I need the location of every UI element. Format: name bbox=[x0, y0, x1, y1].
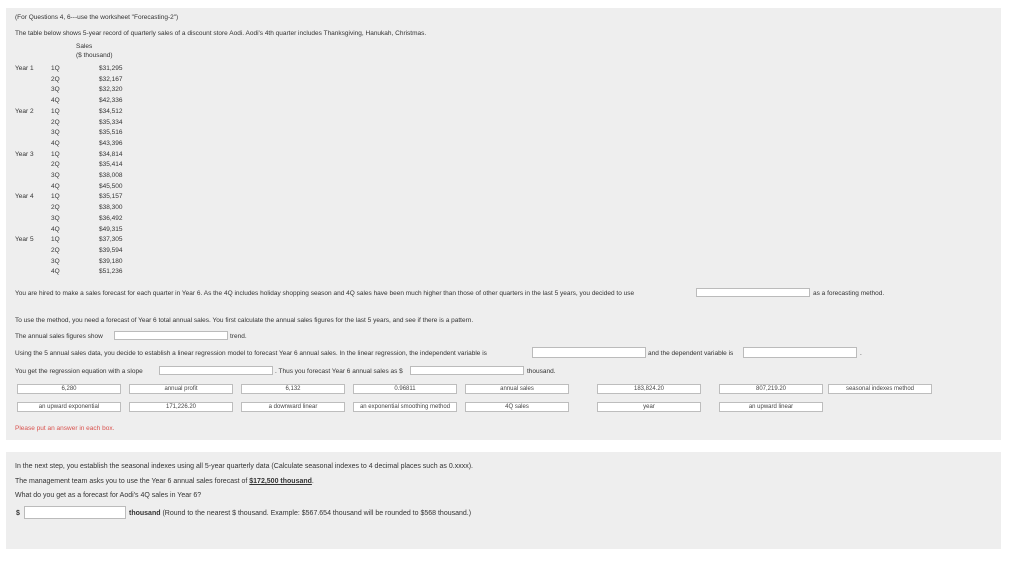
currency-symbol: $ bbox=[16, 510, 20, 517]
table-sales-value: $36,492 bbox=[99, 214, 123, 222]
table-sales-value: $32,167 bbox=[99, 75, 123, 83]
table-quarter-label: 3Q bbox=[51, 86, 60, 94]
q2-variables-prompt: Using the 5 annual sales data, you decide to establish a linear regression model to forecast Year 6 annual sales. In the linear regression, the independent variable is bbox=[15, 350, 487, 357]
table-sales-value: $38,300 bbox=[99, 204, 123, 212]
part2-question: What do you get as a forecast for Aodi's 4Q sales in Year 6? bbox=[15, 492, 202, 499]
part2-management-text: The management team asks you to use the Year 6 annual sales forecast of $172,500 thousand. bbox=[15, 478, 314, 485]
q2-intro: To use the method, you need a forecast of Year 6 total annual sales. You first calculate the annual sales figures for the last 5 years, and see if there is a pattern. bbox=[15, 317, 474, 324]
sales-table bbox=[15, 43, 155, 276]
table-sales-value: $49,315 bbox=[99, 225, 123, 233]
table-year-label: Year 2 bbox=[15, 107, 34, 115]
choice-4q-sales[interactable]: 4Q sales bbox=[465, 402, 569, 412]
table-quarter-label: 3Q bbox=[51, 129, 60, 137]
question-panel bbox=[6, 8, 1001, 440]
dependent-variable-dropzone[interactable] bbox=[743, 347, 857, 358]
q2-trend-prompt: The annual sales figures show bbox=[15, 333, 103, 340]
table-sales-value: $38,008 bbox=[99, 172, 123, 179]
table-sales-value: $34,512 bbox=[99, 107, 123, 115]
annual-forecast-dropzone[interactable] bbox=[410, 366, 524, 375]
choice-807219[interactable]: 807,219.20 bbox=[719, 384, 823, 394]
table-sales-value: $37,305 bbox=[99, 236, 123, 244]
table-description: The table below shows 5-year record of quarterly sales of a discount store Aodi. Aodi's 4th quarter includes Thanksgiving, Hanukah, Christmas. bbox=[15, 30, 427, 37]
table-quarter-label: 4Q bbox=[51, 225, 60, 233]
choice-annual-profit[interactable]: annual profit bbox=[129, 384, 233, 394]
table-quarter-label: 4Q bbox=[51, 139, 60, 147]
q2-dependent-label: and the dependent variable is bbox=[648, 350, 734, 357]
q2-forecast-prompt: . Thus you forecast Year 6 annual sales as $ bbox=[275, 368, 403, 375]
table-quarter-label: 2Q bbox=[51, 204, 60, 212]
independent-variable-dropzone[interactable] bbox=[532, 347, 646, 358]
table-sales-value: $35,334 bbox=[99, 118, 123, 126]
table-year-label: Year 5 bbox=[15, 236, 34, 244]
table-quarter-label: 1Q bbox=[51, 107, 60, 115]
q2-trend-suffix: trend. bbox=[230, 333, 247, 340]
choice-downward-linear[interactable]: a downward linear bbox=[241, 402, 345, 412]
choice-upward-exponential[interactable]: an upward exponential bbox=[17, 402, 121, 412]
table-quarter-label: 3Q bbox=[51, 214, 60, 222]
choice-183824[interactable]: 183,824.20 bbox=[597, 384, 701, 394]
table-sales-value: $39,180 bbox=[99, 257, 123, 265]
table-quarter-label: 2Q bbox=[51, 75, 60, 83]
table-sales-value: $35,516 bbox=[99, 129, 123, 137]
choice-year[interactable]: year bbox=[597, 402, 701, 412]
table-quarter-label: 1Q bbox=[51, 193, 60, 201]
table-quarter-label: 2Q bbox=[51, 161, 60, 169]
table-quarter-label: 3Q bbox=[51, 257, 60, 265]
choice-exponential-smoothing[interactable]: an exponential smoothing method bbox=[353, 402, 457, 412]
table-quarter-label: 2Q bbox=[51, 246, 60, 254]
annual-forecast-value: $172,500 thousand bbox=[249, 478, 312, 485]
questions-heading: (For Questions 4, 6---use the worksheet "Forecasting-2") bbox=[15, 14, 179, 21]
table-sales-value: $32,320 bbox=[99, 86, 123, 94]
table-sales-value: $35,414 bbox=[99, 161, 123, 169]
choice-6280[interactable]: 6,280 bbox=[17, 384, 121, 394]
slope-dropzone[interactable] bbox=[159, 366, 273, 375]
q1-suffix: as a forecasting method. bbox=[813, 290, 885, 297]
q2-slope-prompt: You get the regression equation with a slope bbox=[15, 368, 143, 375]
choice-annual-sales[interactable]: annual sales bbox=[465, 384, 569, 394]
table-quarter-label: 4Q bbox=[51, 268, 60, 276]
table-sales-value: $35,157 bbox=[99, 193, 123, 201]
table-year-label: Year 3 bbox=[15, 150, 34, 158]
table-sales-value: $34,814 bbox=[99, 150, 123, 158]
table-sales-value: $51,236 bbox=[99, 268, 123, 276]
table-quarter-label: 1Q bbox=[51, 236, 60, 244]
table-quarter-label: 3Q bbox=[51, 172, 60, 179]
table-sales-value: $31,295 bbox=[99, 65, 123, 72]
table-sales-value: $39,594 bbox=[99, 246, 123, 254]
choice-6132[interactable]: 6,132 bbox=[241, 384, 345, 394]
table-quarter-label: 4Q bbox=[51, 182, 60, 190]
table-year-label: Year 4 bbox=[15, 193, 34, 201]
table-sales-value: $42,336 bbox=[99, 97, 123, 105]
warning-message: Please put an answer in each box. bbox=[15, 425, 115, 432]
forecasting-method-dropzone[interactable] bbox=[696, 288, 810, 297]
table-quarter-label: 1Q bbox=[51, 65, 60, 72]
choice-seasonal-indexes-method[interactable]: seasonal indexes method bbox=[828, 384, 932, 394]
q1-prompt: You are hired to make a sales forecast for each quarter in Year 6. As the 4Q includes holiday shopping season and 4Q sales have been much higher than those of other quarters in the last 5 years, you decided to use bbox=[15, 290, 635, 297]
table-header-unit: ($ thousand) bbox=[76, 52, 113, 59]
part2-intro: In the next step, you establish the seasonal indexes using all 5-year quarterly data (Calculate seasonal indexes to 4 decimal places such as 0.xxxx). bbox=[15, 463, 473, 470]
part2-note: thousand (Round to the nearest $ thousand. Example: $567.654 thousand will be rounded to $568 thousand.) bbox=[129, 510, 472, 517]
table-year-label: Year 1 bbox=[15, 65, 34, 72]
table-quarter-label: 2Q bbox=[51, 118, 60, 126]
q2-thousand-suffix: thousand. bbox=[527, 368, 556, 375]
table-quarter-label: 4Q bbox=[51, 97, 60, 105]
q2-period: . bbox=[860, 350, 862, 357]
table-sales-value: $43,396 bbox=[99, 139, 123, 147]
q4-forecast-input[interactable] bbox=[24, 506, 126, 519]
table-sales-value: $45,500 bbox=[99, 182, 123, 190]
trend-dropzone[interactable] bbox=[114, 331, 228, 340]
table-header-sales: Sales bbox=[76, 43, 93, 50]
choice-upward-linear[interactable]: an upward linear bbox=[719, 402, 823, 412]
choice-096811[interactable]: 0.96811 bbox=[353, 384, 457, 394]
choice-171226[interactable]: 171,226.20 bbox=[129, 402, 233, 412]
table-quarter-label: 1Q bbox=[51, 150, 60, 158]
